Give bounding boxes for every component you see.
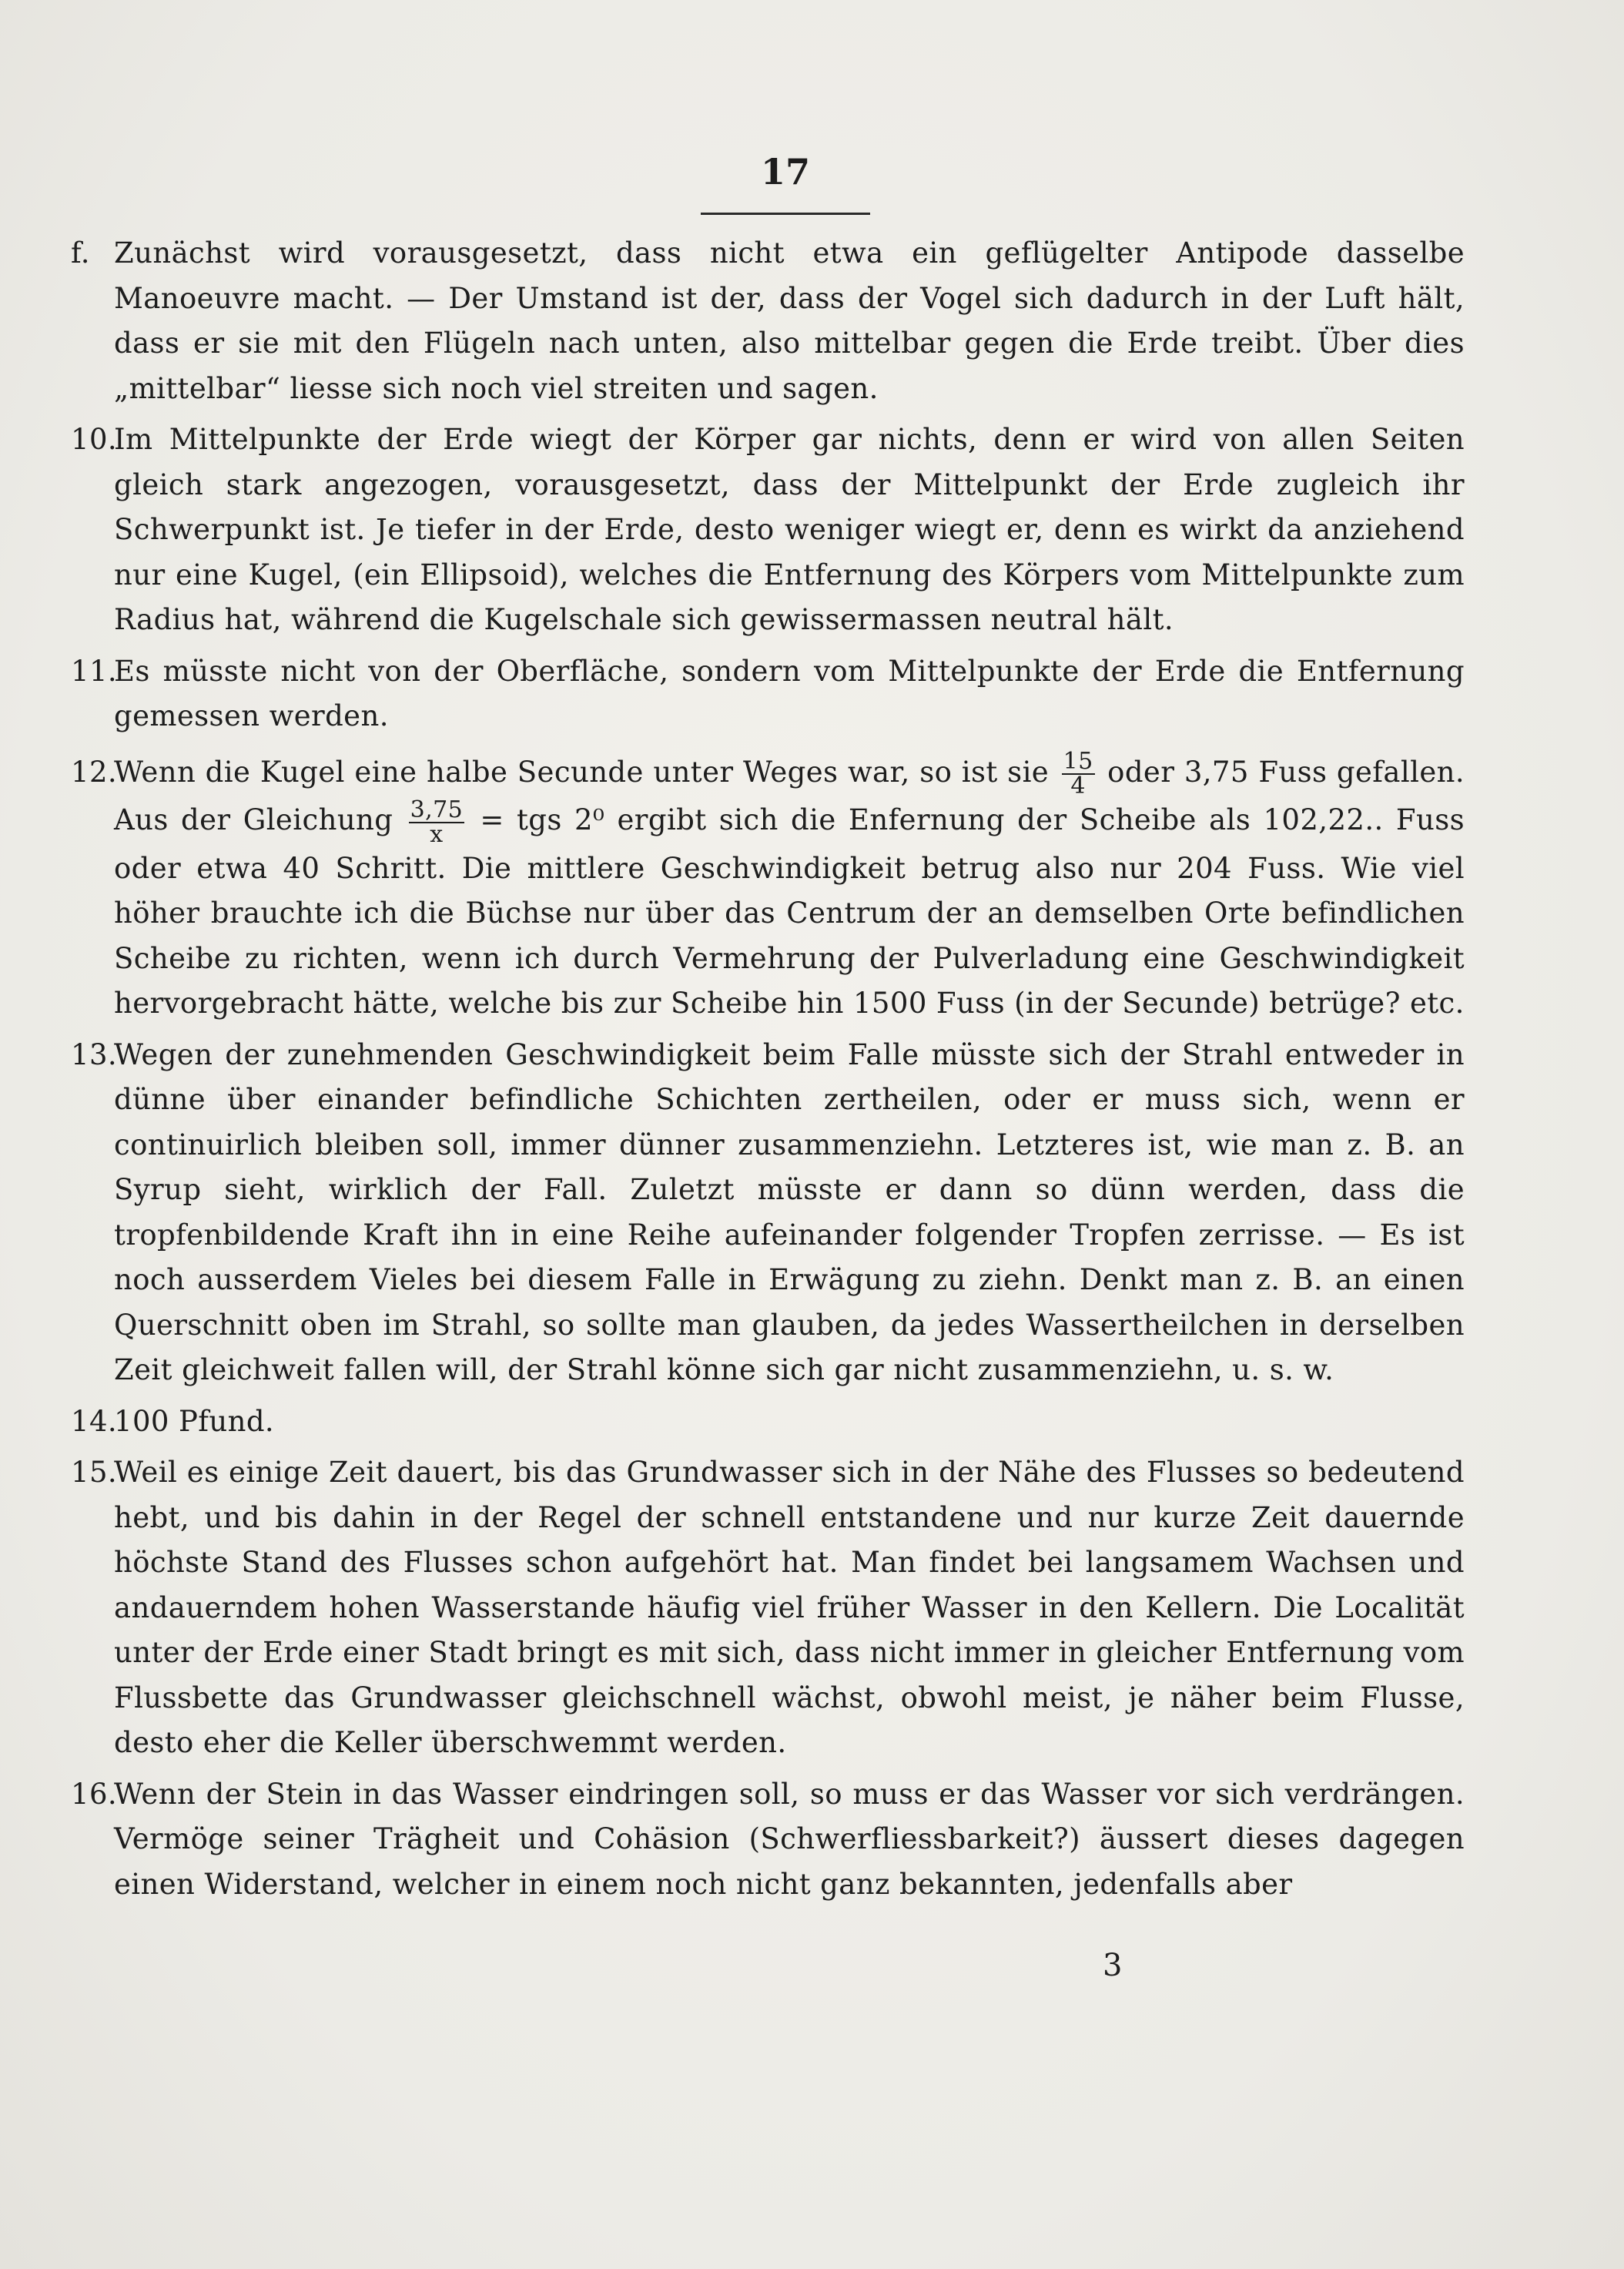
paragraph-10 xyxy=(71,417,1465,643)
paragraph-text: Im Mittelpunkte der Erde wiegt der Körper gar nichts, denn er wird von allen Seiten gleich stark angezogen, vorausgesetzt, dass der Mittelpunkt der Erde zugleich ihr Schwerpunkt ist. Je tiefer in der Erde, desto weniger wiegt er, denn es wirkt da anziehend nur eine Kugel, (ein Ellipsoid), welches die Entfernung des Körpers vom Mittelpunkte zum Radius hat, während die Kugelschale sich gewissermassen neutral hält. xyxy=(114,423,1465,636)
paragraph-number: 15. xyxy=(71,1456,118,1489)
fraction-15-over-4 xyxy=(1062,750,1095,798)
paragraph-14 xyxy=(71,1399,1465,1445)
fraction-3-75-over-x xyxy=(409,796,464,848)
fraction-numerator: 3,75 xyxy=(410,796,464,823)
paragraph-16 xyxy=(71,1772,1465,1908)
paragraph-number: 11. xyxy=(71,654,118,688)
fraction-numerator: 15 xyxy=(1063,748,1093,775)
paragraph-text: Weil es einige Zeit dauert, bis das Grundwasser sich in der Nähe des Flusses so bedeutend hebt, und bis dahin in der Regel der schnell entstandene und nur kurze Zeit dauernde höchste Stand des Flusses schon aufgehört hat. Man findet bei langsamem Wachsen und andauerndem hohen Wasserstande häufig viel früher Wasser in den Kellern. Die Localität unter der Erde einer Stadt bringt es mit sich, dass nicht immer in gleicher Entfernung vom Flussbette das Grundwasser gleichschnell wächst, obwohl meist, je näher beim Flusse, desto eher die Keller überschwemmt werden. xyxy=(114,1456,1465,1759)
fraction-denominator: 4 xyxy=(1070,773,1086,799)
paragraph-text: Wegen der zunehmenden Geschwindigkeit beim Falle müsste sich der Strahl entweder in dünne über einander befindliche Schichten zertheilen, oder er muss sich, wenn er continuirlich bleiben soll, immer dünner zusammenziehn. Letzteres ist, wie man z. B. an Syrup sieht, wirklich der Fall. Zuletzt müsste er dann so dünn werden, dass die tropfenbildende Kraft ihn in eine Reihe aufeinander folgender Tropfen zerrisse. — Es ist noch ausserdem Vieles bei diesem Falle in Erwägung zu ziehn. Denkt man z. B. an einen Querschnitt oben im Strahl, so sollte man glauben, da jedes Wassertheilchen in derselben Zeit gleichweit fallen will, der Strahl könne sich gar nicht zusammenziehn, u. s. w. xyxy=(114,1037,1465,1386)
paragraph-text: Es müsste nicht von der Oberfläche, sondern vom Mittelpunkte der Erde die Entfernung gemessen werden. xyxy=(114,654,1465,732)
paragraph-number: f. xyxy=(71,236,90,270)
paragraph-number: 10. xyxy=(71,423,118,456)
paragraph-number: 13. xyxy=(71,1037,118,1071)
page-body xyxy=(71,231,1465,1913)
paragraph-text: 100 Pfund. xyxy=(114,1404,275,1438)
paragraph-text: Zunächst wird vorausgesetzt, dass nicht etwa ein geflügelter Antipode dasselbe Manoeuvre macht. — Der Umstand ist der, dass der Vogel sich dadurch in der Luft hält, dass er sie mit den Flügeln nach unten, also mittelbar gegen die Erde treibt. Über dies „mittelbar“ liesse sich noch viel streiten und sagen. xyxy=(114,236,1465,405)
paragraph-15 xyxy=(71,1450,1465,1766)
page-number-rule xyxy=(701,213,870,215)
paragraph-number: 16. xyxy=(71,1777,118,1811)
fraction-denominator: x xyxy=(430,820,444,848)
paragraph-13 xyxy=(71,1033,1465,1393)
signature-mark: 3 xyxy=(1103,1948,1123,1983)
paragraph-11 xyxy=(71,649,1465,739)
paragraph-12 xyxy=(71,750,1465,1027)
paragraph-text-part-1: Wenn die Kugel eine halbe Secunde unter Weges war, so ist sie xyxy=(114,755,1050,789)
paragraph-text: Wenn der Stein in das Wasser eindringen soll, so muss er das Wasser vor sich verdrängen. Vermöge seiner Trägheit und Cohäsion (Schwerfliessbarkeit?) äussert dieses dagegen einen Widerstand, welcher in einem noch nicht ganz bekannten, jedenfalls aber xyxy=(114,1777,1465,1901)
paragraph-text-part-3: = tgs 2⁰ ergibt sich die Enfernung der Scheibe als 102,22.. Fuss oder etwa 40 Schritt. Die mittlere Geschwindigkeit betrug also nur 204 Fuss. Wie viel höher brauchte ich die Büchse nur über das Centrum der an demselben Orte befindlichen Scheibe zu richten, wenn ich durch Vermehrung der Pulverladung eine Geschwindigkeit hervorgebracht hätte, welche bis zur Scheibe hin 1500 Fuss (in der Secunde) betrüge? etc. xyxy=(114,803,1465,1020)
page-number: 17 xyxy=(760,151,810,193)
paragraph-number: 12. xyxy=(71,755,118,789)
paragraph-number: 14. xyxy=(71,1404,118,1438)
paragraph-text-part-2: oder 3,75 Fuss gefallen. Aus der Gleichung xyxy=(114,755,1465,836)
paragraph-f xyxy=(71,231,1465,411)
